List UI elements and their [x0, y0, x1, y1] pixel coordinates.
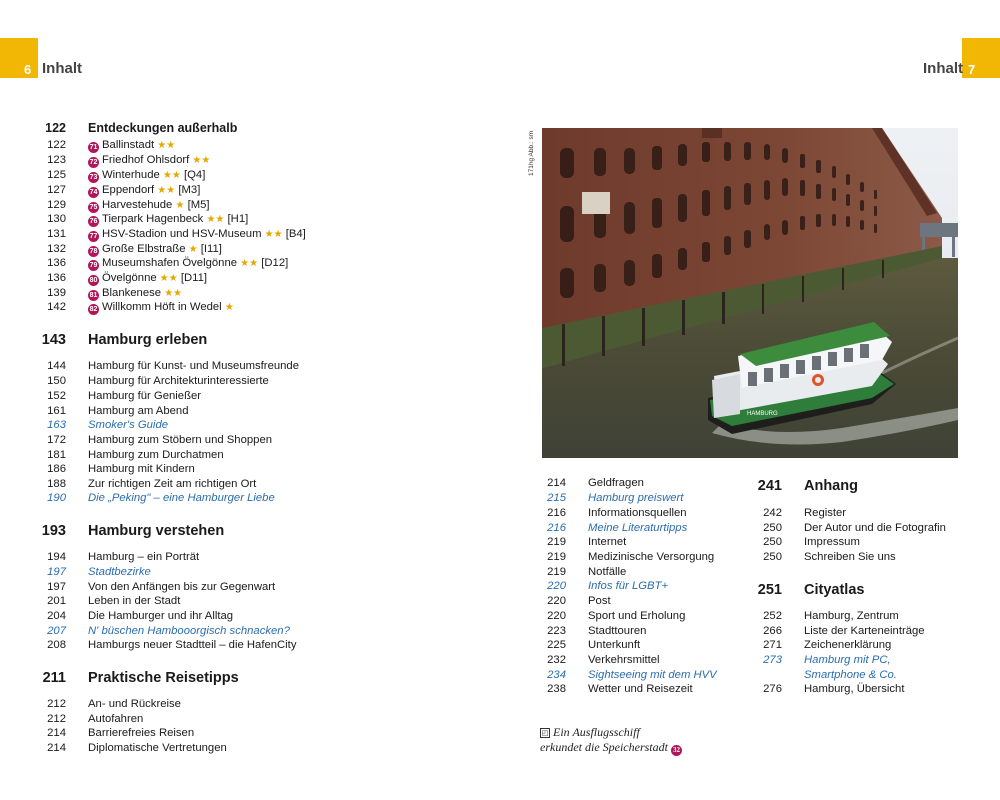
toc-page-number: 125: [47, 169, 66, 181]
toc-entry-label: Liste der Karteneinträge: [804, 625, 925, 637]
toc-entry-text: [588, 624, 646, 639]
toc-entry-label: Smoker's Guide: [88, 419, 169, 431]
toc-page-number: 204: [47, 610, 66, 622]
toc-entry-text: [804, 609, 899, 624]
toc-entry-label: Hamburg mit PC,: [804, 654, 891, 666]
toc-entry-text: [588, 491, 683, 506]
toc-entry-label: Cityatlas: [804, 582, 865, 598]
toc-page-number: 172: [47, 434, 66, 446]
toc-entry-label: Unterkunft: [588, 639, 641, 651]
toc-entry-text: [88, 418, 168, 433]
toc-entry-text: [88, 638, 296, 653]
toc-page-number: 211: [42, 670, 66, 686]
toc-entry-label: Leben in der Stadt: [88, 595, 181, 607]
toc-entry-label: Hamburg zum Durchatmen: [88, 449, 224, 461]
sight-number-badge: 82: [89, 306, 98, 313]
toc-entry-label: Willkomm Höft in Wedel: [102, 301, 222, 313]
toc-page-number: 130: [47, 213, 66, 225]
toc-entry-label: Hamburg erleben: [88, 332, 208, 348]
toc-page-number: 216: [547, 522, 566, 534]
toc-entry-label: Infos für LGBT+: [588, 580, 669, 592]
toc-entry-text: [88, 330, 207, 350]
toc-entry-label: HSV-Stadion und HSV-Museum: [102, 228, 262, 240]
toc-page-number: 232: [547, 654, 566, 666]
toc-entry-text: [88, 212, 248, 227]
toc-entry-label: Barrierefreies Reisen: [88, 727, 195, 739]
page-number-left: 6: [24, 62, 32, 77]
toc-page-number: 127: [47, 184, 66, 196]
photo-credit: 171hg Abb.: sm: [528, 130, 535, 176]
toc-entry-label: Hamburg für Architekturinteressierte: [88, 375, 269, 387]
toc-entry-text: [88, 138, 175, 153]
sight-number-badge: 81: [89, 292, 98, 299]
toc-entry-text: [88, 668, 239, 688]
toc-page-number: 122: [45, 121, 66, 135]
toc-page-number: 144: [47, 360, 66, 372]
toc-entry-label: Medizinische Versorgung: [588, 551, 715, 563]
boat-name-label: HAMBURG: [747, 411, 778, 417]
toc-entry-text: [588, 521, 687, 536]
map-grid-reference: [H1]: [227, 213, 249, 225]
toc-entry-text: [588, 609, 685, 624]
toc-entry-text: [588, 476, 644, 491]
toc-entry-label: An- und Rückreise: [88, 698, 181, 710]
toc-page-number: 214: [547, 477, 566, 489]
map-grid-reference: [B4]: [285, 228, 306, 240]
toc-page-number: 129: [47, 199, 66, 211]
toc-entry-text: [88, 462, 195, 477]
toc-entry-label: Hamburg, Zentrum: [804, 610, 899, 622]
toc-entry-label: Hamburg am Abend: [88, 405, 189, 417]
toc-page-number: 161: [47, 405, 66, 417]
toc-entry-label: Große Elbstraße: [102, 243, 186, 255]
toc-entry-text: [88, 121, 237, 136]
toc-entry-label: Geldfragen: [588, 477, 644, 489]
toc-entry-label: Informationsquellen: [588, 507, 687, 519]
toc-entry-text: [88, 300, 234, 315]
toc-page-number: 136: [47, 272, 66, 284]
toc-page-number: 273: [763, 654, 782, 666]
toc-entry-text: [88, 153, 210, 168]
toc-entry-label: Zur richtigen Zeit am richtigen Ort: [88, 478, 257, 490]
toc-page-number: 201: [47, 595, 66, 607]
toc-page-number: 241: [757, 478, 782, 494]
toc-entry-label: Eppendorf: [102, 184, 155, 196]
toc-page-number: 271: [763, 639, 782, 651]
toc-page-number: 152: [47, 390, 66, 402]
toc-entry-label: Notfälle: [588, 566, 627, 578]
toc-entry-label: Stadttouren: [588, 625, 647, 637]
rating-stars-icon: ★: [224, 302, 234, 313]
toc-entry-text: [804, 550, 896, 565]
toc-entry-text: [88, 712, 143, 727]
toc-page-number: 223: [547, 625, 566, 637]
toc-page-number: 212: [47, 713, 66, 725]
toc-page-number: 131: [47, 228, 66, 240]
toc-page-number: 163: [47, 419, 66, 431]
toc-entry-text: [588, 682, 693, 697]
toc-page-number: 181: [47, 449, 66, 461]
toc-page-number: 207: [47, 625, 66, 637]
toc-entry-text: [88, 168, 205, 183]
toc-entry-label: Hamburg verstehen: [88, 523, 225, 539]
toc-entry-label: Die Hamburger und ihr Alltag: [88, 610, 234, 622]
toc-page-number: 250: [763, 522, 782, 534]
rating-stars-icon: ★: [188, 244, 198, 255]
toc-entry-text: [88, 242, 222, 257]
toc-entry-label: Sport und Erholung: [588, 610, 686, 622]
toc-entry-text: [88, 286, 182, 301]
toc-entry-text: [88, 624, 290, 639]
toc-entry-label: Internet: [588, 536, 627, 548]
toc-entry-text: [804, 668, 897, 683]
sight-number-badge: 73: [89, 174, 98, 181]
toc-entry-text: [88, 521, 224, 541]
toc-entry-label: Zeichenerklärung: [804, 639, 892, 651]
toc-page-number: 220: [547, 610, 566, 622]
rating-stars-icon: ★★: [157, 185, 176, 196]
toc-page-number: 215: [547, 492, 566, 504]
toc-page-number: 219: [547, 566, 566, 578]
toc-entry-label: Post: [588, 595, 611, 607]
page-tab-left: [0, 38, 38, 78]
toc-entry-label: Harvestehude: [102, 199, 173, 211]
toc-entry-text: [88, 741, 227, 756]
toc-entry-label: Impressum: [804, 536, 860, 548]
toc-entry-text: [88, 609, 233, 624]
toc-entry-label: Schreiben Sie uns: [804, 551, 896, 563]
toc-page-number: 190: [47, 492, 66, 504]
sight-number-badge: 77: [89, 233, 98, 240]
toc-page-number: 139: [47, 287, 66, 299]
toc-entry-text: [588, 638, 640, 653]
toc-entry-text: [88, 477, 256, 492]
rating-stars-icon: ★★: [162, 170, 181, 181]
rating-stars-icon: ★★: [240, 258, 259, 269]
toc-entry-text: [804, 506, 846, 521]
toc-entry-text: [88, 594, 180, 609]
toc-entry-label: Sightseeing mit dem HVV: [588, 669, 717, 681]
map-grid-reference: [M5]: [187, 199, 210, 211]
caption-line-2: erkundet die Speicherstadt: [540, 740, 668, 754]
toc-entry-text: [88, 491, 275, 506]
toc-left-column: [36, 0, 336, 800]
toc-entry-label: Hamburg preiswert: [588, 492, 684, 504]
sight-number-badge: 71: [89, 144, 98, 151]
toc-page-number: 220: [547, 595, 566, 607]
toc-page-number: 123: [47, 154, 66, 166]
toc-entry-text: [804, 638, 891, 653]
toc-entry-text: [88, 256, 288, 271]
toc-page-number: 250: [763, 536, 782, 548]
toc-entry-label: Blankenese: [102, 287, 162, 299]
rating-stars-icon: ★: [175, 200, 185, 211]
toc-entry-label: Wetter und Reisezeit: [588, 683, 693, 695]
toc-page-number: 150: [47, 375, 66, 387]
toc-entry-label: Praktische Reisetipps: [88, 670, 239, 686]
toc-entry-text: [88, 433, 272, 448]
page-header-left: Inhalt: [42, 60, 82, 77]
toc-entry-label: Anhang: [804, 478, 858, 494]
toc-entry-text: [804, 580, 864, 600]
toc-page-number: 132: [47, 243, 66, 255]
map-grid-reference: [D11]: [180, 272, 208, 284]
toc-entry-text: [804, 535, 860, 550]
sight-number-badge: 80: [89, 277, 98, 284]
rating-stars-icon: ★★: [264, 229, 283, 240]
rating-stars-icon: ★★: [192, 155, 211, 166]
toc-entry-label: Smartphone & Co.: [804, 669, 897, 681]
toc-entry-text: [588, 653, 660, 668]
toc-entry-text: [588, 535, 626, 550]
toc-entry-label: Meine Literaturtipps: [588, 522, 688, 534]
toc-entry-label: Entdeckungen außerhalb: [88, 121, 238, 135]
toc-entry-text: [88, 389, 201, 404]
toc-entry-label: Övelgönne: [102, 272, 157, 284]
toc-entry-text: [588, 506, 687, 521]
toc-entry-text: [804, 521, 946, 536]
toc-page-number: 242: [763, 507, 782, 519]
toc-entry-label: Register: [804, 507, 847, 519]
toc-page-number: 219: [547, 551, 566, 563]
map-grid-reference: [Q4]: [184, 169, 206, 181]
sight-number-badge: 76: [89, 218, 98, 225]
toc-entry-label: Stadtbezirke: [88, 566, 151, 578]
toc-entry-label: Hamburg mit Kindern: [88, 463, 195, 475]
page-header-right: Inhalt: [923, 60, 963, 77]
toc-page-number: 122: [47, 139, 66, 151]
toc-page-number: 238: [547, 683, 566, 695]
toc-page-number: 276: [763, 683, 782, 695]
rating-stars-icon: ★★: [159, 273, 178, 284]
toc-entry-text: [804, 476, 858, 496]
toc-page-number: 186: [47, 463, 66, 475]
toc-entry-label: Hamburg zum Stöbern und Shoppen: [88, 434, 273, 446]
toc-page-number: 143: [41, 332, 66, 348]
caption-line-1: Ein Ausflugsschiff: [553, 725, 640, 739]
page-number-right: 7: [968, 62, 976, 77]
caption-photo-icon: ◰: [541, 729, 549, 737]
toc-page-number: 194: [47, 551, 66, 563]
caption-badge: 32: [672, 746, 680, 754]
map-grid-reference: [I11]: [200, 243, 222, 255]
toc-entry-text: [88, 550, 199, 565]
sight-number-badge: 74: [89, 189, 98, 196]
map-grid-reference: [D12]: [261, 257, 289, 269]
sight-number-badge: 72: [89, 159, 98, 166]
toc-entry-text: [88, 565, 151, 580]
sight-number-badge: 78: [89, 248, 98, 255]
toc-entry-label: Verkehrsmittel: [588, 654, 660, 666]
toc-entry-label: Hamburg für Genießer: [88, 390, 202, 402]
toc-page-number: 136: [47, 257, 66, 269]
toc-entry-text: [88, 580, 275, 595]
toc-entry-label: Ballinstadt: [102, 139, 155, 151]
toc-entry-text: [588, 579, 668, 594]
toc-entry-label: Der Autor und die Fotografin: [804, 522, 946, 534]
toc-entry-label: Tierpark Hagenbeck: [102, 213, 204, 225]
toc-entry-text: [88, 448, 224, 463]
toc-entry-label: Hamburg – ein Porträt: [88, 551, 200, 563]
toc-page-number: 220: [547, 580, 566, 592]
toc-entry-text: [88, 198, 210, 213]
toc-entry-label: Die „Peking" – eine Hamburger Liebe: [88, 492, 275, 504]
toc-page-number: 208: [47, 639, 66, 651]
toc-entry-text: [88, 183, 200, 198]
toc-page-number: 234: [547, 669, 566, 681]
toc-entry-label: Diplomatische Vertretungen: [88, 742, 227, 754]
photo-caption: [540, 725, 685, 756]
toc-entry-label: Museumshafen Övelgönne: [102, 257, 238, 269]
rating-stars-icon: ★★: [206, 214, 225, 225]
toc-page-number: 193: [41, 523, 66, 539]
map-grid-reference: [M3]: [178, 184, 201, 196]
toc-entry-label: Autofahren: [88, 713, 144, 725]
toc-page-number: 188: [47, 478, 66, 490]
toc-entry-label: Hamburg, Übersicht: [804, 683, 905, 695]
toc-entry-text: [88, 374, 269, 389]
toc-entry-label: Winterhude: [102, 169, 160, 181]
toc-entry-label: N' büschen Hambooorgisch schnacken?: [88, 625, 290, 637]
sight-number-badge: 79: [89, 262, 98, 269]
rating-stars-icon: ★★: [157, 140, 176, 151]
toc-page-number: 219: [547, 536, 566, 548]
toc-entry-label: Hamburg für Kunst- und Museumsfreunde: [88, 360, 299, 372]
toc-page-number: 225: [547, 639, 566, 651]
toc-page-number: 197: [47, 566, 66, 578]
toc-page-number: 252: [763, 610, 782, 622]
toc-page-number: 266: [763, 625, 782, 637]
toc-entry-text: [88, 359, 299, 374]
toc-page-number: 214: [47, 742, 66, 754]
toc-entry-text: [804, 682, 904, 697]
sight-number-badge: 75: [89, 204, 98, 211]
toc-entry-text: [88, 697, 181, 712]
toc-entry-text: [88, 227, 306, 242]
toc-entry-text: [88, 404, 188, 419]
toc-entry-label: Friedhof Ohlsdorf: [102, 154, 190, 166]
toc-entry-text: [804, 653, 891, 668]
speicherstadt-photo: [542, 128, 958, 458]
rating-stars-icon: ★★: [164, 288, 183, 299]
toc-entry-text: [588, 594, 611, 609]
toc-page-number: 216: [547, 507, 566, 519]
toc-page-number: 250: [763, 551, 782, 563]
toc-entry-text: [804, 624, 925, 639]
toc-page-number: 214: [47, 727, 66, 739]
toc-page-number: 212: [47, 698, 66, 710]
toc-entry-text: [88, 726, 194, 741]
toc-page-number: 251: [757, 582, 782, 598]
toc-entry-text: [588, 565, 626, 580]
toc-page-number: 142: [47, 301, 66, 313]
toc-entry-label: Hamburgs neuer Stadtteil – die HafenCity: [88, 639, 297, 651]
toc-entry-text: [588, 668, 717, 683]
toc-entry-label: Von den Anfängen bis zur Gegenwart: [88, 581, 276, 593]
toc-entry-text: [588, 550, 714, 565]
toc-page-number: 197: [47, 581, 66, 593]
toc-entry-text: [88, 271, 207, 286]
